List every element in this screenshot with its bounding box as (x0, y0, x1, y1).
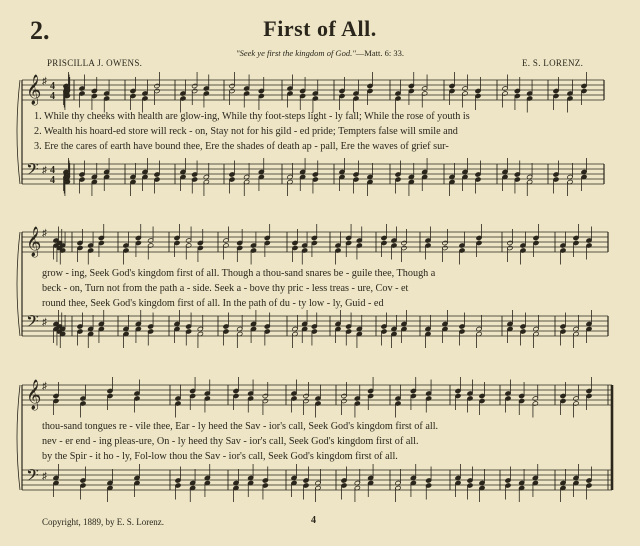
treble-clef-icon: 𝄞 (26, 380, 42, 410)
sharp-icon: ♯ (42, 228, 47, 239)
lyric-line-s1-v3: 3. Ere the cares of earth have bound thee, Ere the shades of death ap - pall, Ere the waves of grief sur- (34, 141, 449, 152)
bass-clef-icon: 𝄢 (26, 159, 39, 183)
sharp-icon: ♯ (42, 76, 47, 87)
system-brace (17, 232, 20, 336)
lyricist-credit: PRISCILLA J. OWENS. (47, 58, 143, 68)
hymn-title: First of All. (263, 16, 377, 41)
lyric-line-s3-v2: nev - er end - ing pleas-ure, On - ly heed thy Sav - ior's call, Seek God's kingdom first of all. (42, 436, 419, 447)
scripture-quote: "Seek ye first the kingdom of God." (236, 48, 356, 58)
lyric-line-s2-v2: beck - on, Turn not from the path a - side. Seek a - bove thy pric - less treas - ure, Cov - et (42, 283, 409, 294)
time-signature-top: 4 (50, 165, 55, 176)
lyric-line-s2-v3: round thee, Seek God's kingdom first of all. In the path of du - ty low - ly, Guid - ed (42, 298, 384, 309)
composer-credit: E. S. LORENZ. (522, 58, 584, 68)
scripture-reference: —Matt. 6: 33. (355, 48, 404, 58)
copyright-notice: Copyright, 1889, by E. S. Lorenz. (42, 517, 164, 527)
sharp-icon: ♯ (42, 317, 47, 328)
treble-clef-icon: 𝄞 (26, 227, 42, 257)
lyric-line-s3-v1: thou-sand tongues re - vile thee, Ear - ly heed the Sav - ior's call, Seek God's kingdom first of all. (42, 421, 439, 432)
hymn-number: 2. (30, 16, 50, 45)
system-brace (17, 385, 20, 490)
lyric-line-s3-v3: by the Spir - it ho - ly, Fol-low thou the Sav - ior's call, Seek God's kingdom first of all. (42, 451, 398, 462)
system-brace (17, 80, 20, 184)
time-signature-bottom: 4 (50, 91, 55, 102)
sharp-icon: ♯ (42, 471, 47, 482)
page-number: 4 (311, 515, 316, 526)
treble-clef-icon: 𝄞 (26, 75, 42, 105)
lyric-line-s1-v2: 2. Wealth his hoard-ed store will reck - on, Stay not for his gild - ed pride; Tempters false will smile and (34, 126, 458, 137)
lyric-line-s1-v1: 1. While thy cheeks with health are glow-ing, While thy foot-steps light - ly fall; While the rose of youth is (34, 111, 470, 122)
sharp-icon: ♯ (42, 381, 47, 392)
lyric-line-s2-v1: grow - ing, Seek God's kingdom first of all. Though a thou-sand snares be - guile thee, Though a (42, 268, 436, 279)
time-signature-top: 4 (50, 81, 55, 92)
bass-clef-icon: 𝄢 (26, 465, 39, 489)
time-signature-bottom: 4 (50, 175, 55, 186)
sharp-icon: ♯ (42, 165, 47, 176)
bass-clef-icon: 𝄢 (26, 311, 39, 335)
